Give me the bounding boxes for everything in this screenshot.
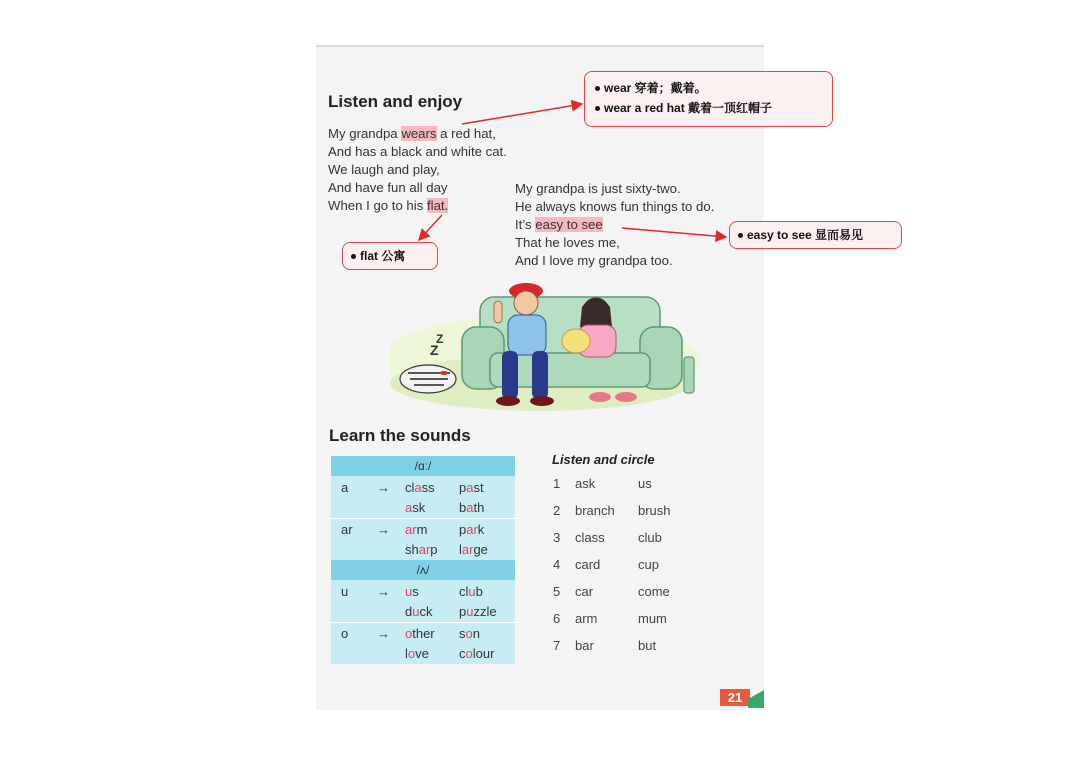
circle-title: Listen and circle bbox=[552, 452, 655, 467]
circle-num: 4 bbox=[553, 557, 561, 572]
circle-word-a[interactable]: arm bbox=[575, 611, 598, 626]
bullet-icon bbox=[595, 86, 600, 91]
circle-word-b[interactable]: cup bbox=[638, 557, 659, 572]
circle-word-a[interactable]: car bbox=[575, 584, 594, 599]
word: large bbox=[459, 542, 488, 557]
word: past bbox=[459, 480, 484, 495]
circle-num: 2 bbox=[553, 503, 561, 518]
circle-word-b[interactable]: us bbox=[638, 476, 652, 491]
poem-line: And have fun all day bbox=[328, 180, 448, 195]
poem-line: It’s easy to see bbox=[515, 217, 603, 232]
circle-num: 5 bbox=[553, 584, 561, 599]
poem-line: When I go to his flat. bbox=[328, 198, 449, 213]
bullet-icon bbox=[351, 254, 356, 259]
note-text: wear 穿着；戴着。 bbox=[604, 81, 707, 95]
listen-title: Listen and enjoy bbox=[328, 92, 463, 111]
highlight-easy-to-see: easy to see bbox=[535, 217, 603, 232]
circle-num: 3 bbox=[553, 530, 561, 545]
word: arm bbox=[405, 522, 428, 537]
word: sharp bbox=[405, 542, 438, 557]
sounds-table bbox=[331, 456, 515, 664]
note-text: wear a red hat 戴着一顶红帽子 bbox=[604, 101, 773, 115]
svg-text:Z: Z bbox=[436, 332, 444, 346]
sounds-title: Learn the sounds bbox=[329, 426, 471, 445]
poem-line: That he loves me, bbox=[515, 235, 620, 250]
divider bbox=[331, 622, 515, 623]
highlight-wears: wears bbox=[401, 126, 437, 141]
word: club bbox=[459, 584, 483, 599]
grandpa-sofa-illustration bbox=[390, 275, 708, 415]
circle-word-b[interactable]: club bbox=[638, 530, 662, 545]
circle-num: 7 bbox=[553, 638, 561, 653]
sound-header-ar: /ɑː/ bbox=[331, 456, 515, 476]
word: love bbox=[405, 646, 429, 661]
poem-line: We laugh and play, bbox=[328, 162, 440, 177]
circle-word-a[interactable]: ask bbox=[575, 476, 596, 491]
word: other bbox=[405, 626, 435, 641]
arrow-icon: → bbox=[377, 626, 390, 641]
note-text: easy to see 显而易见 bbox=[747, 228, 864, 242]
circle-word-a[interactable]: card bbox=[575, 557, 601, 572]
sound-header-uh: /ʌ/ bbox=[331, 560, 515, 580]
word: puzzle bbox=[459, 604, 497, 619]
word: us bbox=[405, 584, 419, 599]
word: park bbox=[459, 522, 485, 537]
circle-word-a[interactable]: bar bbox=[575, 638, 594, 653]
callout-easy bbox=[729, 221, 902, 249]
circle-word-b[interactable]: brush bbox=[638, 503, 671, 518]
callout-flat bbox=[342, 242, 438, 270]
sound-label: ar bbox=[341, 522, 353, 537]
svg-text:Z: Z bbox=[430, 342, 439, 358]
callout-wear bbox=[584, 71, 833, 127]
word: bath bbox=[459, 500, 485, 515]
poem-line: And has a black and white cat. bbox=[328, 144, 507, 159]
poem-line: My grandpa wears a red hat, bbox=[328, 126, 496, 141]
poem-right bbox=[515, 180, 714, 270]
divider bbox=[331, 518, 515, 519]
circle-word-b[interactable]: mum bbox=[638, 611, 667, 626]
arrow-icon: → bbox=[377, 522, 390, 537]
note-text: flat 公寓 bbox=[360, 249, 406, 263]
poem-left bbox=[328, 125, 507, 215]
circle-word-b[interactable]: but bbox=[638, 638, 657, 653]
sound-label: u bbox=[341, 584, 349, 599]
bullet-icon bbox=[738, 233, 743, 238]
bullet-icon bbox=[595, 106, 600, 111]
word: duck bbox=[405, 604, 433, 619]
poem-line: My grandpa is just sixty-two. bbox=[515, 181, 681, 196]
highlight-flat: flat. bbox=[426, 198, 449, 213]
word: ask bbox=[405, 500, 426, 515]
word: colour bbox=[459, 646, 495, 661]
sound-label: a bbox=[341, 480, 349, 495]
word: class bbox=[405, 480, 435, 495]
page-number: 21 bbox=[720, 689, 750, 706]
circle-word-a[interactable]: branch bbox=[575, 503, 615, 518]
sound-label: o bbox=[341, 626, 349, 641]
circle-word-b[interactable]: come bbox=[638, 584, 670, 599]
word: son bbox=[459, 626, 480, 641]
arrow-icon: → bbox=[377, 584, 390, 599]
poem-line: He always knows fun things to do. bbox=[515, 199, 715, 214]
circle-num: 6 bbox=[553, 611, 561, 626]
circle-num: 1 bbox=[553, 476, 561, 491]
arrow-icon: → bbox=[377, 480, 390, 495]
circle-word-a[interactable]: class bbox=[575, 530, 605, 545]
poem-line: And I love my grandpa too. bbox=[515, 253, 673, 268]
